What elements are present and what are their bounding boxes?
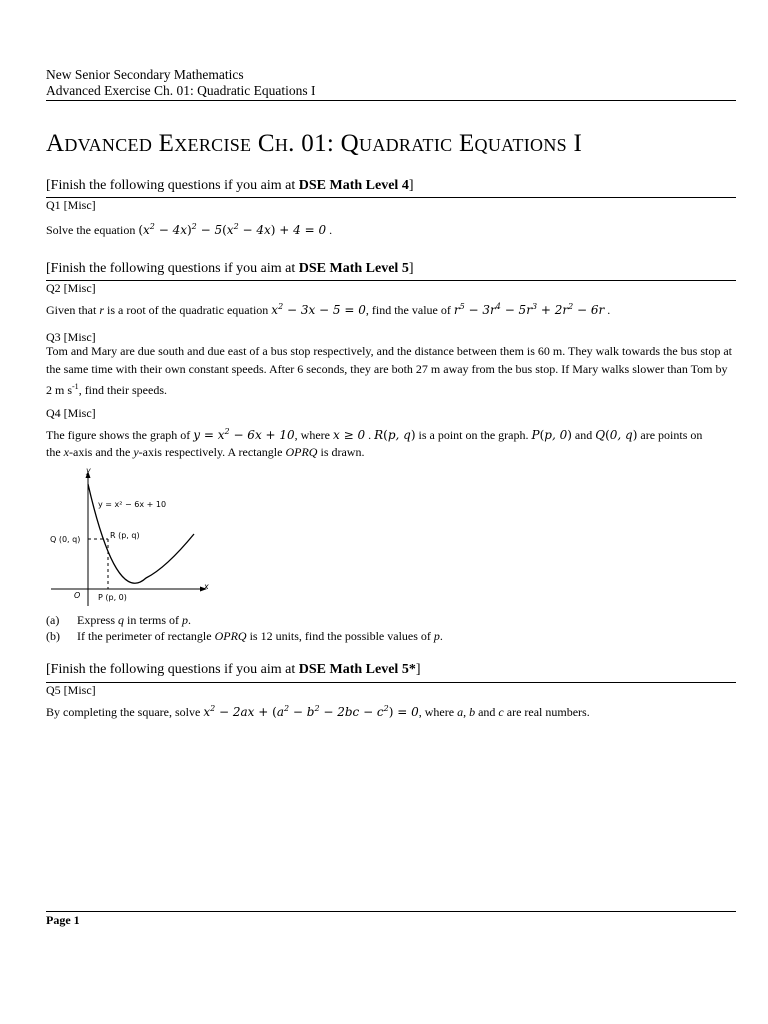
q5-equation: $x^2 - 2ax + (a^2 - b^2 - 2bc - c^2) = 0$ — [203, 704, 419, 719]
page-number: Page 1 — [46, 913, 80, 927]
q4-part-b: (b) If the perimeter of rectangle OPRQ is 12 units, find the possible values of p. — [46, 629, 443, 643]
q4-parts — [46, 612, 443, 644]
graph-y-label: y — [86, 466, 91, 475]
q1-equation: $(x^2 - 4x)^2 - 5(x^2 - 4x) + 4 = 0$ — [138, 222, 327, 237]
q3-heading: Q3 [Misc] — [46, 330, 96, 344]
document-page — [46, 0, 736, 1024]
q4-text-line2: the x-axis and the y-axis respectively. A rectangle OPRQ is drawn. — [46, 445, 365, 459]
level-5-star-rule — [46, 682, 736, 683]
header-rule — [46, 100, 736, 101]
q2-heading: Q2 [Misc] — [46, 281, 96, 295]
q4-heading: Q4 [Misc] — [46, 406, 96, 420]
q5-text: By completing the square, solve $x^2 - 2ax + (a^2 - b^2 - 2bc - c^2) = 0$, where a, b and c are real numbers. — [46, 704, 590, 719]
level-4-heading: [Finish the following questions if you aim at DSE Math Level 4] — [46, 178, 414, 193]
header-course: New Senior Secondary Mathematics — [46, 67, 244, 82]
graph-x-label: x — [204, 582, 209, 591]
q1-heading: Q1 [Misc] — [46, 198, 96, 212]
q2-text: Given that r is a root of the quadratic equation $x^2 - 3x - 5 = 0$, find the value of $r^5 - 3r^4 - 5r^3 + 2r^2 - 6r$ . — [46, 302, 611, 317]
running-header — [46, 67, 316, 99]
q4-text-line1: The figure shows the graph of $y = x^2 - 6x + 10$, where x ≥ 0 . R(p, q) is a point on the graph. P(p, 0) and Q(0, q) are points on — [46, 427, 703, 442]
footer-rule — [46, 911, 736, 912]
q5-heading: Q5 [Misc] — [46, 683, 96, 697]
graph-q-label: Q (0, q) — [50, 535, 81, 544]
level-5-heading: [Finish the following questions if you aim at DSE Math Level 5] — [46, 261, 414, 276]
page-title: Advanced Exercise Ch. 01: Quadratic Equations I — [46, 130, 583, 157]
level-5-star-heading: [Finish the following questions if you aim at DSE Math Level 5*] — [46, 662, 421, 677]
graph-curve-label: y = x² − 6x + 10 — [98, 500, 167, 509]
graph-p-label: P (p, 0) — [98, 593, 127, 602]
q2-expression: $r^5 - 3r^4 - 5r^3 + 2r^2 - 6r$ — [453, 302, 605, 317]
graph-origin-label: O — [74, 591, 81, 600]
level-4-rule — [46, 197, 736, 198]
q1-text: Solve the equation $(x^2 - 4x)^2 - 5(x^2 - 4x) + 4 = 0$ . — [46, 222, 333, 237]
graph-r-label: R (p, q) — [110, 531, 140, 540]
q4-part-a: (a) Express q in terms of p. — [46, 613, 191, 627]
level-5-rule — [46, 280, 736, 281]
q3-text: Tom and Mary are due south and due east of a bus stop respectively, and the distance between them is 60 m. They walk towards the bus stop at the same time with their own constant speeds. After 6 seconds, they are both 27 m away from the bus stop. If Mary walks slower than Tom by 2 m $s^{-1}$, find their speeds. — [46, 344, 732, 397]
q2-equation: $x^2 - 3x - 5 = 0$ — [271, 302, 366, 317]
header-chapter: Advanced Exercise Ch. 01: Quadratic Equations I — [46, 83, 316, 98]
parabola-graph-figure — [46, 466, 216, 612]
